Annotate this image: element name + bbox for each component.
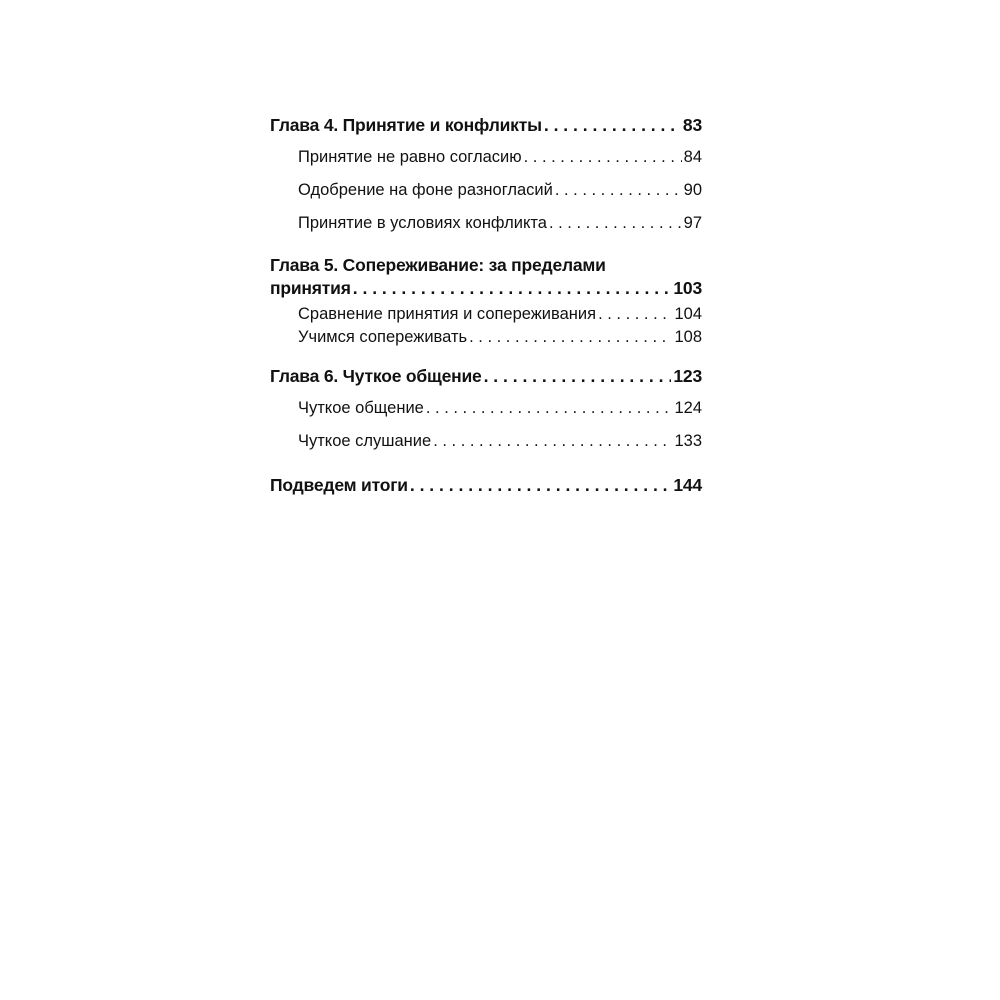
- page-number: 90: [683, 181, 702, 199]
- summary-title: Подведем итоги: [270, 475, 408, 495]
- section-title: Принятие в условиях конфликта: [298, 214, 547, 232]
- toc-section-entry: [270, 174, 702, 207]
- summary-block: [270, 472, 702, 498]
- chapter-title-line-1: Глава 5. Сопереживание: за пределами: [270, 255, 606, 275]
- page-number: 108: [674, 328, 702, 346]
- dot-leader: [524, 141, 682, 174]
- toc-section-entry: [270, 207, 702, 240]
- toc-section-entry: [270, 141, 702, 174]
- page-number: 144: [673, 475, 702, 495]
- page-number: 83: [682, 115, 702, 135]
- section-list: [270, 303, 702, 349]
- section-title: Принятие не равно согласию: [298, 148, 522, 166]
- dot-leader: [484, 363, 672, 389]
- chapter-title-line-2: принятия: [270, 278, 351, 298]
- dot-leader: [410, 472, 672, 498]
- dot-leader: [549, 207, 682, 240]
- dot-leader: [544, 112, 681, 138]
- dot-leader: [469, 326, 672, 349]
- chapter-title: Глава 4. Принятие и конфликты: [270, 115, 542, 135]
- page-number: 84: [683, 148, 702, 166]
- page-number: 124: [674, 399, 702, 417]
- section-title: Сравнение принятия и сопереживания: [298, 305, 597, 323]
- page-number: 133: [674, 432, 702, 450]
- toc-chapter-entry: [270, 277, 702, 300]
- chapter-title: Глава 6. Чуткое общение: [270, 366, 482, 386]
- toc-section-entry: [270, 425, 702, 458]
- section-title: Чуткое общение: [298, 399, 424, 417]
- section-list: [270, 392, 702, 458]
- table-of-contents: [270, 112, 702, 512]
- page-number: 123: [673, 366, 702, 386]
- section-title: Чуткое слушание: [298, 432, 432, 450]
- dot-leader: [598, 303, 672, 326]
- dot-leader: [426, 392, 673, 425]
- dot-leader: [433, 425, 672, 458]
- chapter-4-block: [270, 112, 702, 240]
- dot-leader: [353, 277, 672, 300]
- toc-section-entry: [270, 326, 702, 349]
- chapter-5-block: [270, 254, 702, 349]
- toc-chapter-entry: [270, 363, 702, 389]
- page-number: 104: [674, 305, 702, 323]
- dot-leader: [555, 174, 682, 207]
- toc-chapter-entry: [270, 472, 702, 498]
- toc-section-entry: [270, 392, 702, 425]
- page-number: 97: [683, 214, 702, 232]
- toc-chapter-entry: [270, 112, 702, 138]
- section-title: Одобрение на фоне разногласий: [298, 181, 553, 199]
- section-title: Учимся сопереживать: [298, 328, 468, 346]
- page-number: 103: [673, 278, 702, 298]
- chapter-6-block: [270, 363, 702, 458]
- section-list: [270, 141, 702, 240]
- toc-section-entry: [270, 303, 702, 326]
